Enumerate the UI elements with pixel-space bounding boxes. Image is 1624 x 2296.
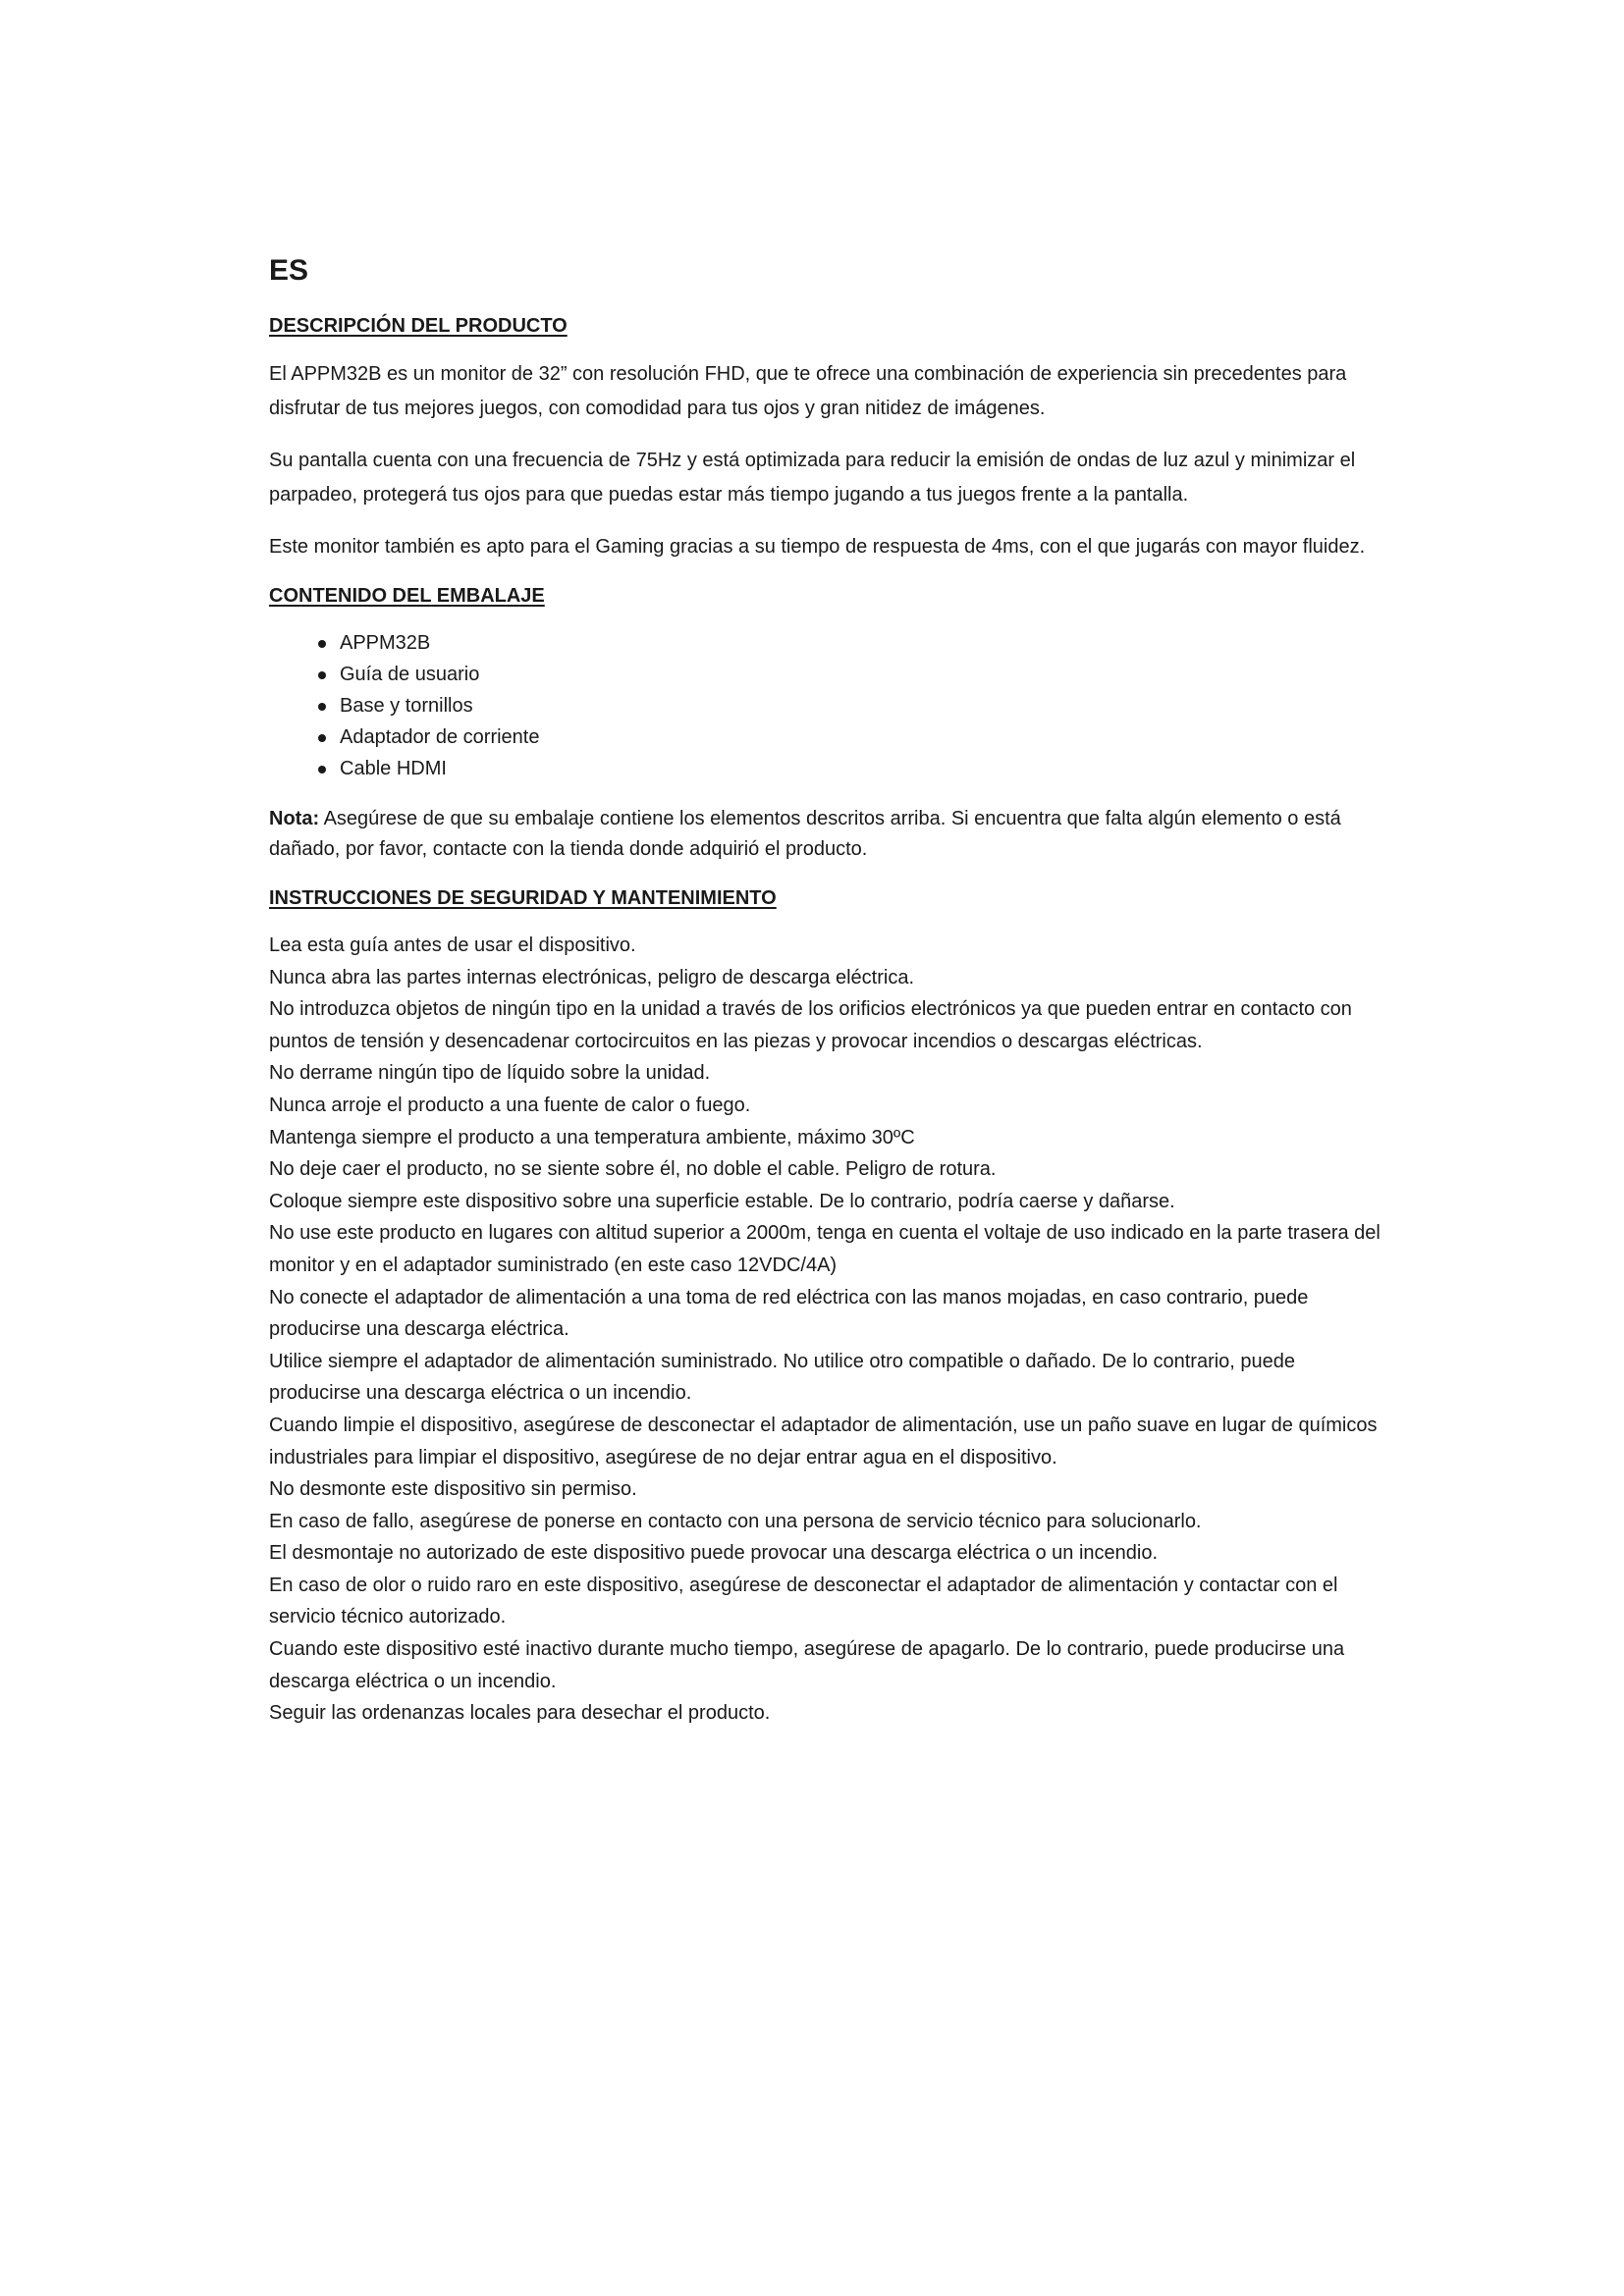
safety-line: No derrame ningún tipo de líquido sobre la unidad. xyxy=(269,1062,711,1085)
safety-line: En caso de fallo, asegúrese de ponerse en contacto con una persona de servicio técnico para solucionarlo. xyxy=(269,1510,1202,1532)
safety-line: Cuando limpie el dispositivo, asegúrese de desconectar el adaptador de alimentación, use un paño suave en lugar de químicos industriales para limpiar el dispositivo, asegúrese de no dejar entrar agua en el dispositivo. xyxy=(269,1414,1378,1468)
list-item: Guía de usuario xyxy=(340,659,1388,690)
safety-line: Nunca abra las partes internas electrónicas, peligro de descarga eléctrica. xyxy=(269,966,915,988)
description-paragraph: Este monitor también es apto para el Gaming gracias a su tiempo de respuesta de 4ms, con el que jugarás con mayor fluidez. xyxy=(269,536,1366,558)
safety-line: No deje caer el producto, no se siente sobre él, no doble el cable. Peligro de rotura. xyxy=(269,1158,997,1181)
note-text: Asegúrese de que su embalaje contiene los elementos descritos arriba. Si encuentra que falta algún elemento o está dañado, por favor, contacte con la tienda donde adquirió el producto. xyxy=(269,808,1341,860)
list-item: Base y tornillos xyxy=(340,690,1388,721)
package-contents-heading: CONTENIDO DEL EMBALAJE xyxy=(269,585,545,607)
safety-line: No use este producto en lugares con altitud superior a 2000m, tenga en cuenta el voltaje de uso indicado en la parte trasera del monitor y en el adaptador suministrado (en este caso 12VDC/4A) xyxy=(269,1222,1380,1276)
description-paragraph: Su pantalla cuenta con una frecuencia de 75Hz y está optimizada para reducir la emisión de ondas de luz azul y minimizar el parpadeo, protegerá tus ojos para que puedas estar más tiempo jugando a tus juegos frente a la pantalla. xyxy=(269,450,1356,506)
safety-line: Cuando este dispositivo esté inactivo durante mucho tiempo, asegúrese de apagarlo. De lo contrario, puede producirse una descarga eléctrica o un incendio. xyxy=(269,1638,1345,1692)
list-item: APPM32B xyxy=(340,627,1388,659)
safety-line: No conecte el adaptador de alimentación a una toma de red eléctrica con las manos mojadas, en caso contrario, puede producirse una descarga eléctrica. xyxy=(269,1286,1309,1341)
safety-line: No desmonte este dispositivo sin permiso. xyxy=(269,1478,637,1501)
safety-line: El desmontaje no autorizado de este dispositivo puede provocar una descarga eléctrica o un incendio. xyxy=(269,1542,1159,1565)
safety-line: Coloque siempre este dispositivo sobre una superficie estable. De lo contrario, podría caerse y dañarse. xyxy=(269,1190,1175,1212)
description-paragraph: El APPM32B es un monitor de 32” con resolución FHD, que te ofrece una combinación de experiencia sin precedentes para disfrutar de tus mejores juegos, con comodidad para tus ojos y gran nitidez de imágenes. xyxy=(269,363,1347,419)
language-code: ES xyxy=(269,254,309,287)
safety-line: Lea esta guía antes de usar el dispositivo. xyxy=(269,934,636,956)
document-page xyxy=(269,251,1388,1730)
safety-line: Nunca arroje el producto a una fuente de calor o fuego. xyxy=(269,1094,751,1116)
safety-line: En caso de olor o ruido raro en este dispositivo, asegúrese de desconectar el adaptador de alimentación y contactar con el servicio técnico autorizado. xyxy=(269,1574,1338,1629)
safety-heading: INSTRUCCIONES DE SEGURIDAD Y MANTENIMIENTO xyxy=(269,887,777,909)
safety-line: Mantenga siempre el producto a una temperatura ambiente, máximo 30ºC xyxy=(269,1126,915,1148)
note-label: Nota: xyxy=(269,808,320,829)
safety-line: No introduzca objetos de ningún tipo en la unidad a través de los orificios electrónicos ya que pueden entrar en contacto con puntos de tensión y desencadenar cortocircuitos en las piezas y provocar incendios o descargas eléctricas. xyxy=(269,998,1352,1052)
package-note xyxy=(269,804,1388,865)
list-item: Cable HDMI xyxy=(340,753,1388,784)
safety-line: Utilice siempre el adaptador de alimentación suministrado. No utilice otro compatible o dañado. De lo contrario, puede producirse una descarga eléctrica o un incendio. xyxy=(269,1350,1296,1405)
list-item: Adaptador de corriente xyxy=(340,721,1388,753)
package-contents-list xyxy=(269,627,1388,784)
safety-line: Seguir las ordenanzas locales para desechar el producto. xyxy=(269,1702,771,1725)
description-heading: DESCRIPCIÓN DEL PRODUCTO xyxy=(269,315,568,337)
safety-instructions xyxy=(269,930,1388,1730)
